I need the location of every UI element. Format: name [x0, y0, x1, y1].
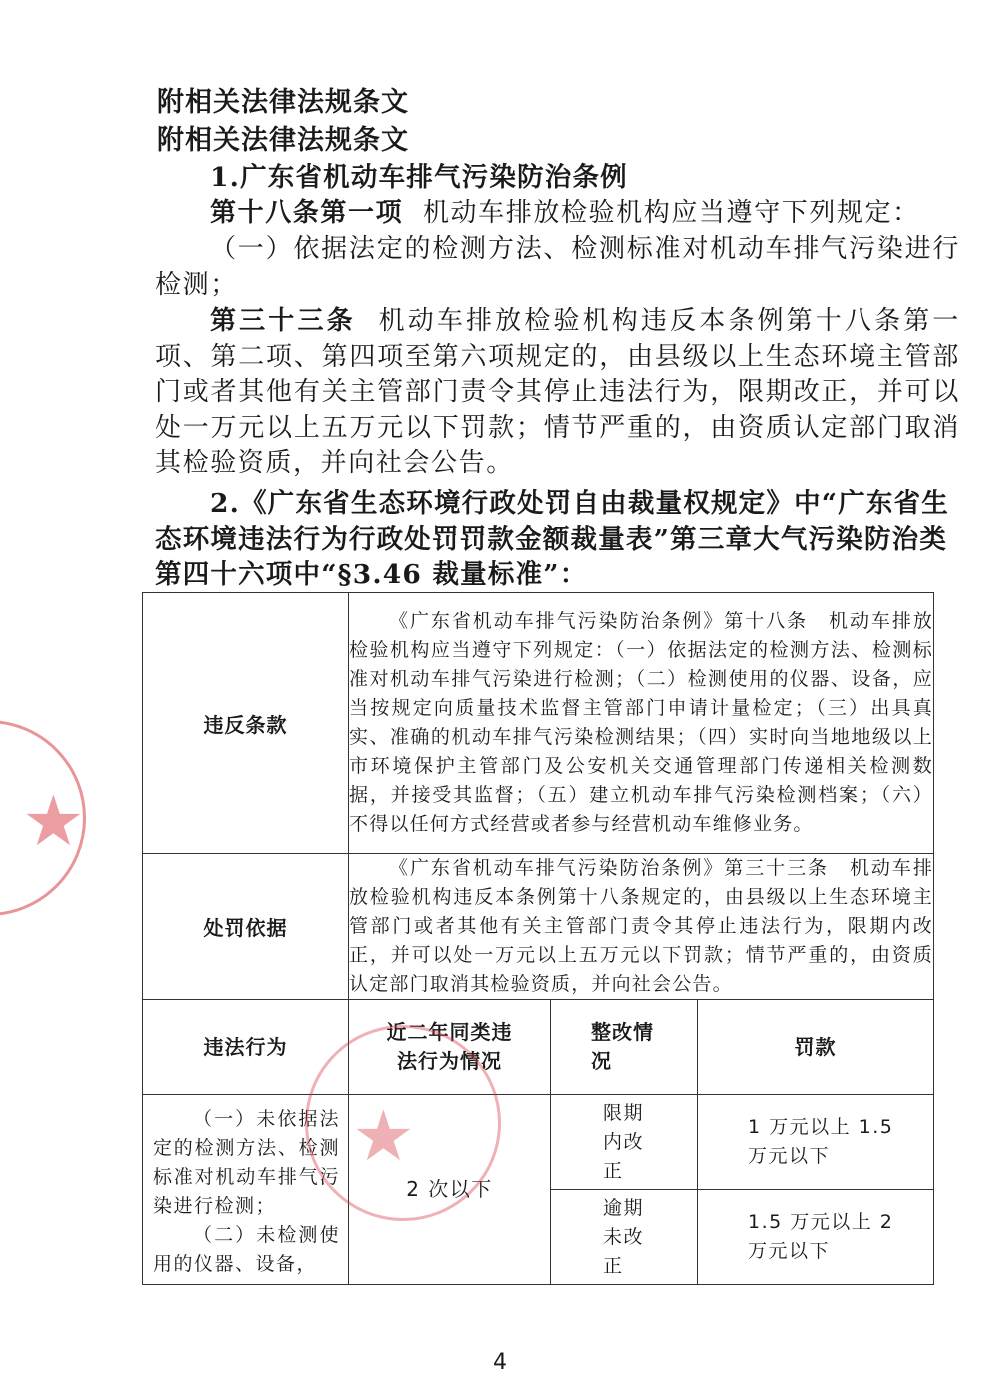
seal-star-icon: ★ [22, 780, 85, 862]
table-row [143, 1095, 934, 1190]
article-33-text: 机动车排放检验机构违反本条例第十八条第一项、第二项、第四项至第六项规定的，由县级以上生态环境主管部门或者其他有关主管部门责令其停止违法行为，限期改正，并可以处一万元以上五万元以下罚款；情节严重的，由资质认定部门取消其检验资质，并向社会公告。 [155, 306, 960, 479]
seal-stamp-left [0, 720, 86, 916]
header-history: 近二年同类违法行为情况 [349, 1000, 551, 1095]
rectify-value-1: 逾期未改正 [551, 1190, 698, 1285]
article-18-label: 第十八条第一项 [210, 198, 404, 228]
header-behavior: 违法行为 [143, 1000, 349, 1095]
article-18-paragraph [155, 196, 960, 232]
appendix-heading: 附相关法律法规条文 [157, 87, 409, 118]
article-18-item-1: （一）依据法定的检测方法、检测标准对机动车排气污染进行检测； [155, 234, 960, 300]
article-18-text: 机动车排放检验机构应当遵守下列规定： [422, 198, 920, 228]
seal-star-icon: ★ [352, 1095, 415, 1177]
penalty-basis-label: 处罚依据 [143, 854, 349, 1000]
appendix-heading-repeat: 附相关法律法规条文 [157, 125, 409, 156]
table-header-row [143, 1000, 934, 1095]
penalty-basis-text: 《广东省机动车排气污染防治条例》第三十三条 机动车排放检验机构违反本条例第十八条规定的，由县级以上生态环境主管部门或者其他有关主管部门责令其停止违法行为，限期内改正，并可以处一万元以上五万元以下罚款；情节严重的，由资质认定部门取消其检验资质，并向社会公告。 [349, 854, 934, 1000]
header-rectify: 整改情况 [551, 1000, 698, 1095]
violation-clause-text: 《广东省机动车排气污染防治条例》第十八条 机动车排放检验机构应当遵守下列规定：（一）依据法定的检测方法、检测标准对机动车排气污染进行检测；（二）检测使用的仪器、设备，应当按规定向质量技术监督主管部门申请计量检定；（三）出具真实、准确的机动车排气污染检测结果；（四）实时向当地地级以上市环境保护主管部门及公安机关交通管理部门传递相关检测数据，并接受其监督；（五）建立机动车排气污染检测档案；（六）不得以任何方式经营或者参与经营机动车维修业务。 [349, 593, 934, 854]
header-fine: 罚款 [698, 1000, 934, 1095]
section-1-title: 1.广东省机动车排气污染防治条例 [210, 162, 628, 193]
violation-clause-label: 违反条款 [143, 593, 349, 854]
page-number: 4 [493, 1350, 507, 1375]
behavior-text-2: （二）未检测使用的仪器、设备， [153, 1224, 340, 1275]
fine-value-0: 1 万元以上 1.5 万元以下 [698, 1095, 934, 1190]
fine-value-1: 1.5 万元以上 2 万元以下 [698, 1190, 934, 1285]
penalty-standard-table [142, 592, 934, 1285]
behavior-cell [143, 1095, 349, 1285]
section-2-title: 2.《广东省生态环境行政处罚自由裁量权规定》中“广东省生态环境违法行为行政处罚罚款金额裁量表”第三章大气污染防治类第四十六项中“§3.46 裁量标准”： [155, 488, 950, 591]
table-row-violation-clause [143, 593, 934, 854]
history-value: 2 次以下 [349, 1095, 551, 1285]
behavior-text-1: （一）未依据法定的检测方法、检测标准对机动车排气污染进行检测； [153, 1108, 340, 1217]
article-33-paragraph [155, 304, 960, 482]
rectify-value-0: 限期内改正 [551, 1095, 698, 1190]
article-33-label: 第三十三条 [210, 306, 356, 336]
table-row-penalty-basis [143, 854, 934, 1000]
